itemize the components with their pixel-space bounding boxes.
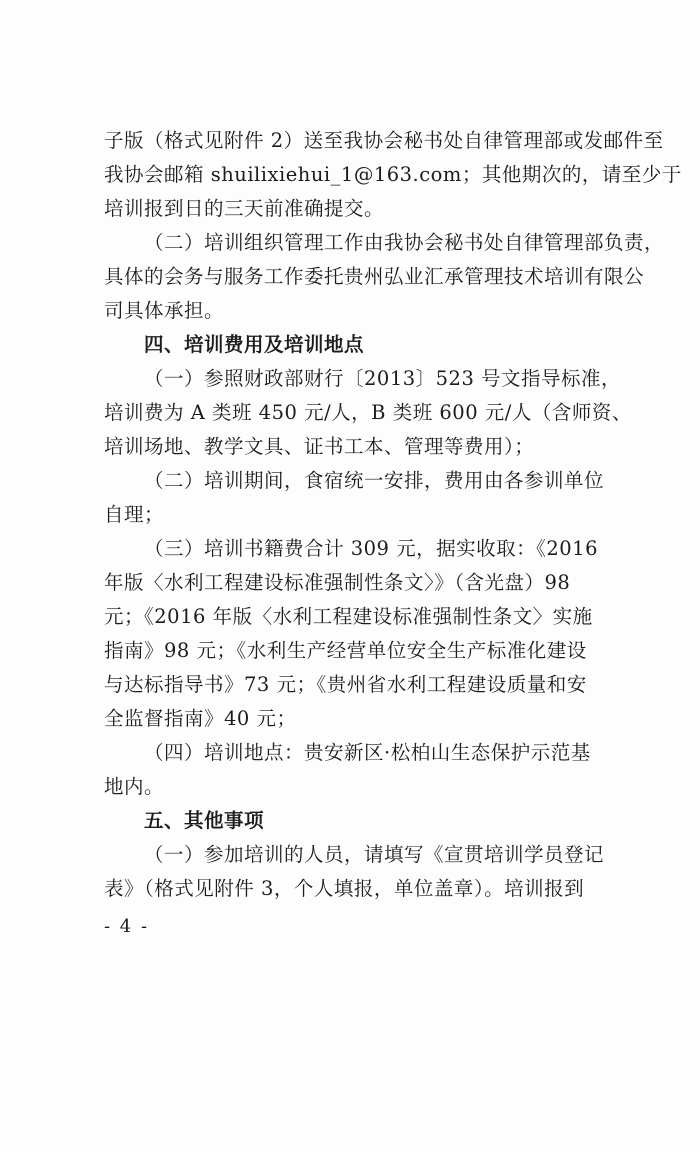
body-text-line: （一）参照财政部财行〔2013〕523 号文指导标准，	[144, 367, 622, 390]
body-text-line: 自理；	[104, 503, 165, 526]
body-text-line: 我协会邮箱 shuilixiehui_1@163.com；其他期次的，请至少于	[104, 163, 682, 186]
body-text-line: 具体的会务与服务工作委托贵州弘业汇承管理技术培训有限公	[104, 265, 645, 288]
body-text-line: 全监督指南》40 元；	[104, 707, 297, 730]
body-text-line: 培训场地、教学文具、证书工本、管理等费用）；	[104, 435, 535, 458]
body-text-line: 司具体承担。	[104, 299, 225, 322]
body-text-line: （一）参加培训的人员，请填写《宣贯培训学员登记	[144, 843, 605, 866]
body-text-line: 培训费为 A 类班 450 元/人，B 类班 600 元/人（含师资、	[104, 401, 632, 424]
body-text-line: 培训报到日的三天前准确提交。	[104, 197, 385, 220]
body-text-line: （二）培训组织管理工作由我协会秘书处自律管理部负责，	[144, 231, 665, 254]
body-text-line: 元；《2016 年版〈水利工程建设标准强制性条文〉实施	[104, 605, 593, 628]
body-text-line: 年版〈水利工程建设标准强制性条文〉》（含光盘）98	[104, 571, 571, 594]
body-text-line: （三）培训书籍费合计 309 元，据实收取：《2016	[144, 537, 598, 560]
body-text-line: 表》（格式见附件 3，个人填报，单位盖章）。培训报到	[104, 877, 585, 900]
body-text-line: （二）培训期间，食宿统一安排，费用由各参训单位	[144, 469, 605, 492]
body-text-line: 指南》98 元；《水利生产经营单位安全生产标准化建设	[104, 639, 587, 662]
body-text-line: （四）培训地点：贵安新区·松柏山生态保护示范基	[144, 741, 591, 764]
page-number: - 4 -	[104, 916, 150, 937]
body-text-line: 与达标指导书》73 元；《贵州省水利工程建设质量和安	[104, 673, 587, 696]
body-text-line: 子版（格式见附件 2）送至我协会秘书处自律管理部或发邮件至	[104, 129, 664, 152]
body-text-line: 地内。	[104, 775, 165, 798]
section-heading: 四、培训费用及培训地点	[144, 333, 365, 356]
section-heading: 五、其他事项	[144, 809, 265, 832]
